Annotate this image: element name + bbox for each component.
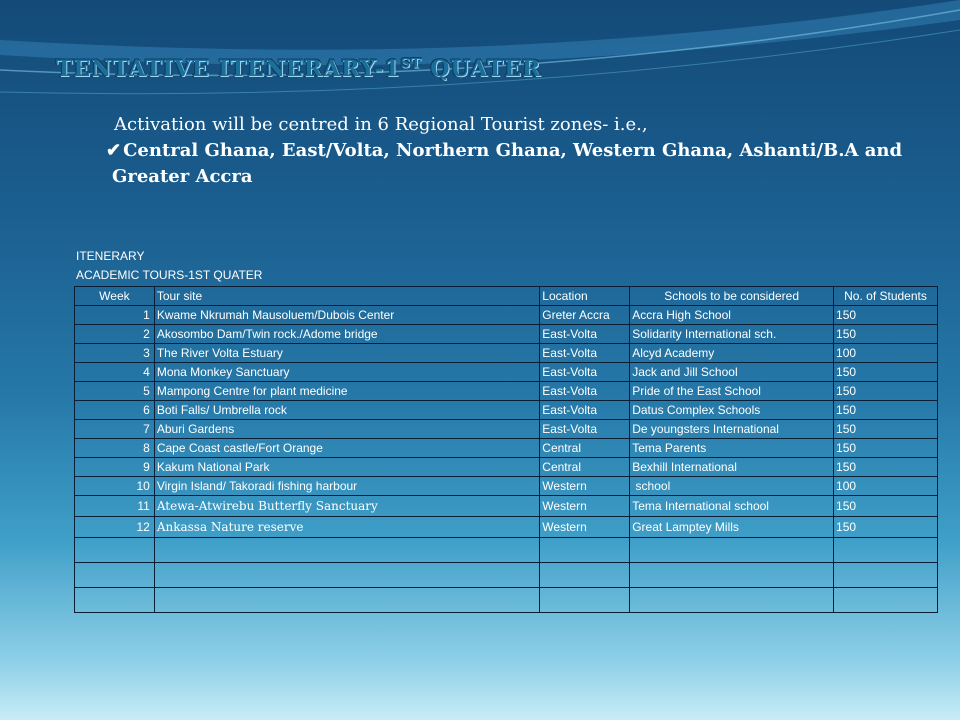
students-cell: 150	[834, 401, 938, 420]
tour-site-cell: Cape Coast castle/Fort Orange	[154, 439, 539, 458]
tour-site-cell: Virgin Island/ Takoradi fishing harbour	[154, 477, 539, 496]
empty-cell	[540, 563, 630, 588]
tour-site-cell: Ankassa Nature reserve	[154, 517, 539, 538]
week-cell: 2	[75, 325, 155, 344]
location-cell: Greter Accra	[540, 306, 630, 325]
table-row	[75, 477, 938, 496]
checkmark-icon: ✔	[106, 140, 122, 161]
sheet-caption-itinerary: ITENERARY	[76, 249, 145, 263]
empty-row	[75, 563, 938, 588]
empty-row	[75, 588, 938, 613]
school-cell: school	[630, 477, 834, 496]
location-cell: Western	[540, 477, 630, 496]
location-cell: Western	[540, 517, 630, 538]
itinerary-table	[74, 286, 938, 613]
week-cell: 9	[75, 458, 155, 477]
week-cell: 12	[75, 517, 155, 538]
location-cell: East-Volta	[540, 344, 630, 363]
students-cell: 150	[834, 517, 938, 538]
empty-cell	[75, 563, 155, 588]
tour-site-cell: Mona Monkey Sanctuary	[154, 363, 539, 382]
location-cell: East-Volta	[540, 401, 630, 420]
tour-site-cell: Kakum National Park	[154, 458, 539, 477]
header-schools: Schools to be considered	[630, 287, 834, 306]
tour-site-cell: Aburi Gardens	[154, 420, 539, 439]
table-row	[75, 363, 938, 382]
zones-bullet: ✔ Central Ghana, East/Volta, Northern Ghana, Western Ghana, Ashanti/B.A and Greater Accra	[106, 140, 903, 187]
empty-row	[75, 538, 938, 563]
school-cell: Accra High School	[630, 306, 834, 325]
students-cell: 150	[834, 439, 938, 458]
location-cell: Central	[540, 458, 630, 477]
empty-cell	[834, 538, 938, 563]
tour-site-cell: Kwame Nkrumah Mausoluem/Dubois Center	[154, 306, 539, 325]
school-cell: De youngsters International	[630, 420, 834, 439]
school-cell: Pride of the East School	[630, 382, 834, 401]
students-cell: 100	[834, 477, 938, 496]
header-tour-site: Tour site	[154, 287, 539, 306]
table-row	[75, 439, 938, 458]
students-cell: 150	[834, 420, 938, 439]
location-cell: East-Volta	[540, 382, 630, 401]
empty-cell	[630, 563, 834, 588]
table-row	[75, 382, 938, 401]
week-cell: 8	[75, 439, 155, 458]
students-cell: 150	[834, 496, 938, 517]
school-cell: Solidarity International sch.	[630, 325, 834, 344]
header-location: Location	[540, 287, 630, 306]
table-row	[75, 496, 938, 517]
tour-site-cell: Mampong Centre for plant medicine	[154, 382, 539, 401]
location-cell: East-Volta	[540, 363, 630, 382]
table-row	[75, 306, 938, 325]
table-row	[75, 344, 938, 363]
week-cell: 3	[75, 344, 155, 363]
students-cell: 150	[834, 306, 938, 325]
intro-text	[106, 112, 912, 190]
students-cell: 150	[834, 458, 938, 477]
school-cell: Datus Complex Schools	[630, 401, 834, 420]
school-cell: Tema Parents	[630, 439, 834, 458]
table-row	[75, 458, 938, 477]
empty-cell	[75, 538, 155, 563]
table-header-row	[75, 287, 938, 306]
school-cell: Great Lamptey Mills	[630, 517, 834, 538]
empty-cell	[540, 538, 630, 563]
empty-cell	[540, 588, 630, 613]
empty-cell	[630, 538, 834, 563]
empty-cell	[75, 588, 155, 613]
table-row	[75, 420, 938, 439]
header-students: No. of Students	[834, 287, 938, 306]
week-cell: 11	[75, 496, 155, 517]
students-cell: 150	[834, 363, 938, 382]
empty-cell	[154, 563, 539, 588]
week-cell: 7	[75, 420, 155, 439]
empty-cell	[630, 588, 834, 613]
header-week: Week	[75, 287, 155, 306]
tour-site-cell: Boti Falls/ Umbrella rock	[154, 401, 539, 420]
table-row	[75, 401, 938, 420]
slide-title: TENTATIVE ITENERARY-1ST QUATER	[56, 56, 542, 82]
school-cell: Jack and Jill School	[630, 363, 834, 382]
table-row	[75, 517, 938, 538]
empty-cell	[154, 588, 539, 613]
sheet-caption-academic-tours: ACADEMIC TOURS-1ST QUATER	[76, 268, 263, 282]
empty-cell	[834, 563, 938, 588]
tour-site-cell: Atewa-Atwirebu Butterfly Sanctuary	[154, 496, 539, 517]
location-cell: East-Volta	[540, 420, 630, 439]
school-cell: Alcyd Academy	[630, 344, 834, 363]
students-cell: 150	[834, 325, 938, 344]
location-cell: East-Volta	[540, 325, 630, 344]
table-row	[75, 325, 938, 344]
school-cell: Tema International school	[630, 496, 834, 517]
empty-cell	[154, 538, 539, 563]
week-cell: 1	[75, 306, 155, 325]
week-cell: 5	[75, 382, 155, 401]
students-cell: 100	[834, 344, 938, 363]
week-cell: 10	[75, 477, 155, 496]
intro-line: Activation will be centred in 6 Regional Tourist zones- i.e.,	[114, 114, 648, 135]
tour-site-cell: Akosombo Dam/Twin rock./Adome bridge	[154, 325, 539, 344]
week-cell: 6	[75, 401, 155, 420]
empty-cell	[834, 588, 938, 613]
tour-site-cell: The River Volta Estuary	[154, 344, 539, 363]
location-cell: Western	[540, 496, 630, 517]
week-cell: 4	[75, 363, 155, 382]
students-cell: 150	[834, 382, 938, 401]
location-cell: Central	[540, 439, 630, 458]
school-cell: Bexhill International	[630, 458, 834, 477]
